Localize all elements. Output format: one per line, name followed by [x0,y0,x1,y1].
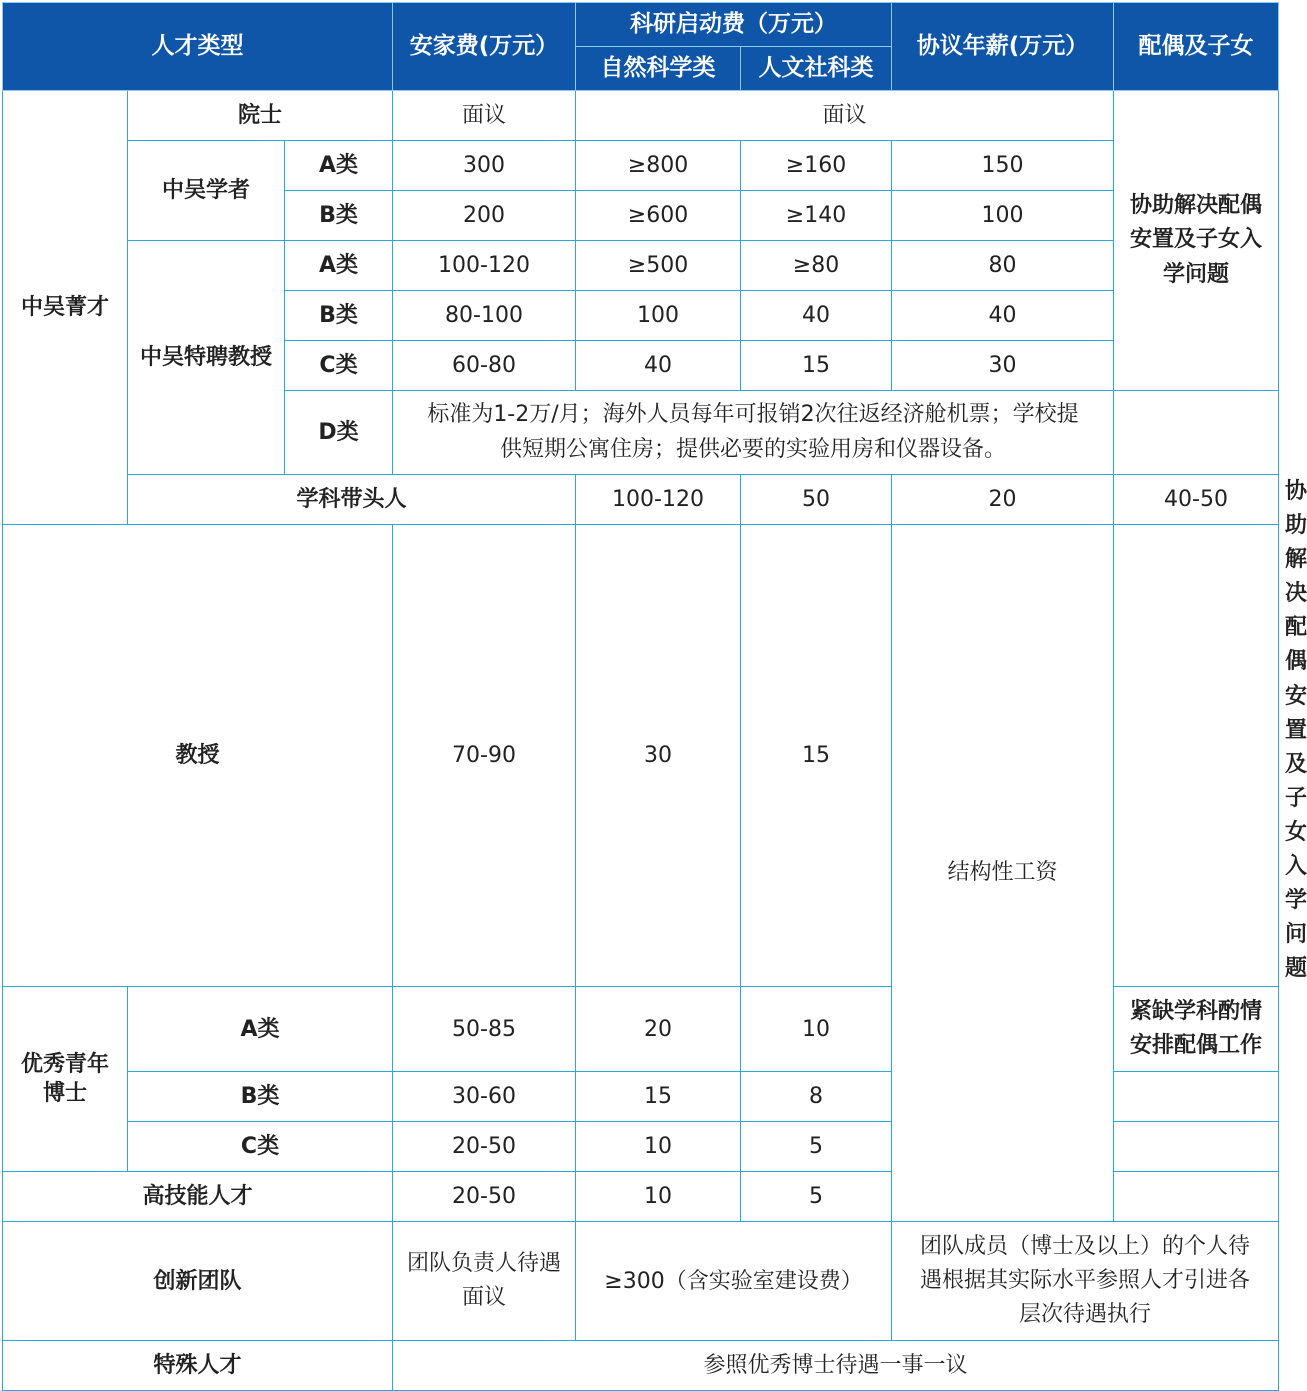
cell-salary: 30 [892,341,1114,391]
category-zhongwu-jingcai: 中吴菁才 [3,91,128,525]
cell-settlement: 50-85 [393,987,576,1072]
table-row [3,525,1279,987]
cell-settlement: 70-90 [393,525,576,987]
class-label: B类 [285,191,393,241]
header-settlement: 安家费(万元） [393,3,576,91]
empty-cell [1114,391,1279,475]
cell-humanities: ≥160 [741,141,892,191]
class-d-note [393,391,1114,475]
empty-cell [1114,1072,1279,1122]
category-line: 优秀青年 [20,1051,109,1077]
cell-natural: 10 [576,1122,741,1172]
table-row [3,1341,1279,1391]
cell-settlement: 20-50 [393,1172,576,1222]
class-label: C类 [285,341,393,391]
cell-settlement: 200 [393,191,576,241]
class-label: C类 [128,1122,393,1172]
category-excellent-phd [3,987,128,1172]
spouse-note-1 [1114,91,1279,391]
talent-policy-table [2,2,1307,1391]
note-line: 团队成员（博士及以上）的个人待 [919,1234,1250,1260]
class-label: D类 [285,391,393,475]
cell-humanities: 5 [741,1122,892,1172]
table-row: 学科带头人 100-120 50 20 40-50 协助解决配偶 安置及子女入 学问题 [3,475,1279,525]
cell-settlement: 20-50 [393,1122,576,1172]
cell-humanities: 20 [892,475,1114,525]
table-row [3,241,1279,291]
cell-salary: 100 [892,191,1114,241]
team-research-fund: ≥300（含实验室建设费） [576,1222,892,1341]
cell-settlement: 面议 [393,91,576,141]
cell-humanities: 10 [741,987,892,1072]
spouse-note-line: 协助解决配偶 [1129,193,1262,219]
header-humanities: 人文社科类 [741,47,892,91]
row-label-innovation-team: 创新团队 [3,1222,393,1341]
spouse-note-line: 安排配偶工作 [1129,1033,1262,1059]
spouse-note-line: 学问题 [1162,261,1229,287]
class-label: A类 [128,987,393,1072]
class-label: B类 [285,291,393,341]
row-label-academician: 院士 [128,91,393,141]
cell-natural: 100 [576,291,741,341]
header-annual-salary: 协议年薪(万元） [892,3,1114,91]
spouse-note-line: 紧缺学科酌情 [1129,999,1262,1025]
note-line: 团队负责人待遇 [406,1251,561,1277]
team-member-note [892,1222,1279,1341]
cell-natural: 10 [576,1172,741,1222]
cell-settlement: 60-80 [393,341,576,391]
cell-natural: ≥500 [576,241,741,291]
cell-humanities: 5 [741,1172,892,1222]
empty-cell [1114,1122,1279,1172]
note-line: 供短期公寓住房；提供必要的实验用房和仪器设备。 [499,436,1006,462]
table-row [3,91,1279,141]
cell-natural: 15 [576,1072,741,1122]
cell-humanities: 40 [741,291,892,341]
note-line: 标准为1-2万/月；海外人员每年可报销2次往返经济舱机票；学校提 [427,402,1079,428]
cell-settlement: 30-60 [393,1072,576,1122]
cell-salary: 80 [892,241,1114,291]
empty-cell [1114,1172,1279,1222]
cell-humanities: 8 [741,1072,892,1122]
class-label: A类 [285,241,393,291]
header-talent-type: 人才类型 [3,3,393,91]
spouse-note-3 [1114,987,1279,1072]
cell-humanities: ≥140 [741,191,892,241]
header-spouse-children: 配偶及子女 [1114,3,1279,91]
structural-salary: 结构性工资 [892,525,1114,1222]
team-settlement [393,1222,576,1341]
row-label-high-skill: 高技能人才 [3,1172,393,1222]
category-line: 博士 [42,1081,87,1107]
cell-natural: 40 [576,341,741,391]
cell-negotiable: 面议 [576,91,1114,141]
cell-settlement: 80-100 [393,291,576,341]
cell-settlement: 300 [393,141,576,191]
row-label-special-talent: 特殊人才 [3,1341,393,1391]
header-natural-science: 自然科学类 [576,47,741,91]
spouse-note-line: 安置及子女入 [1129,227,1262,253]
cell-salary: 40-50 [1114,475,1279,525]
cell-humanities: 15 [741,341,892,391]
cell-natural: 20 [576,987,741,1072]
cell-settlement: 100-120 [576,475,741,525]
cell-salary: 40 [892,291,1114,341]
table-row [3,1222,1279,1341]
special-talent-note: 参照优秀博士待遇一事一议 [393,1341,1279,1391]
cell-settlement: 100-120 [393,241,576,291]
cell-salary: 150 [892,141,1114,191]
table-row [3,141,1279,191]
cell-humanities: ≥80 [741,241,892,291]
cell-natural: ≥600 [576,191,741,241]
row-label-professor: 教授 [3,525,393,987]
note-line: 面议 [461,1285,506,1311]
row-label-discipline-leader: 学科带头人 [128,475,576,525]
class-label: B类 [128,1072,393,1122]
cell-natural: 50 [741,475,892,525]
header-research-start: 科研启动费（万元） [576,3,892,47]
subcategory-distinguished-professor: 中吴特聘教授 [128,241,285,475]
cell-natural: 30 [576,525,741,987]
cell-humanities: 15 [741,525,892,987]
cell-natural: ≥800 [576,141,741,191]
note-line: 遇根据其实际水平参照人才引进各 [919,1268,1250,1294]
note-line: 层次待遇执行 [1018,1302,1151,1328]
class-label: A类 [285,141,393,191]
subcategory-scholar: 中吴学者 [128,141,285,241]
